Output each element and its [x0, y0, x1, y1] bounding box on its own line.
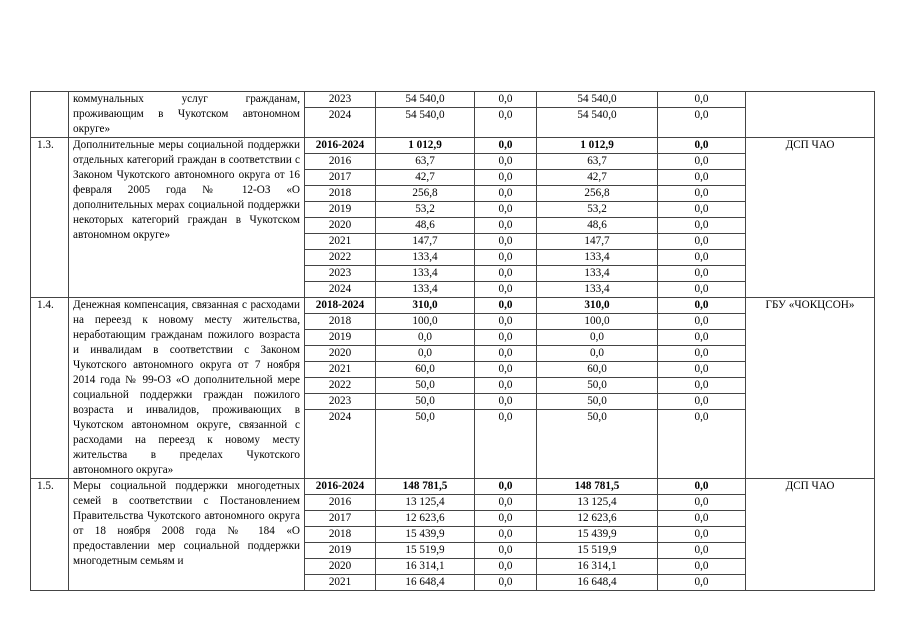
total-value: 133,4: [412, 283, 438, 295]
year-value: 2019: [305, 543, 375, 559]
other-value: 0,0: [658, 511, 745, 527]
regional-value: 256,8: [537, 186, 657, 202]
federal-value: 0,0: [475, 378, 536, 394]
year-value: 2020: [305, 218, 375, 234]
other-value: 0,0: [658, 543, 745, 559]
federal-column-cell: [475, 92, 537, 138]
federal-value: 0,0: [475, 559, 536, 575]
regional-value: 1 012,9: [537, 138, 657, 154]
measure-description: Меры социальной поддержки многодетных семей в соответствии с Постановлением Правительства Чукотского автономного округа от 18 ноября 2008 года № 184 «О предоставлении мер социальной поддержки многодетным семьям и: [69, 479, 305, 591]
total-value: 63,7: [376, 154, 474, 170]
year-value: 2019: [305, 202, 375, 218]
regional-column-cell: [537, 92, 658, 138]
federal-value: 0,0: [498, 109, 513, 121]
federal-value: 0,0: [498, 576, 513, 588]
regional-value: 63,7: [537, 154, 657, 170]
total-value: 147,7: [376, 234, 474, 250]
year-value: 2016: [305, 154, 375, 170]
federal-value: 0,0: [475, 234, 536, 250]
years-column-cell: [305, 298, 376, 479]
total-value: 1 012,9: [376, 138, 474, 154]
regional-value: 15 519,9: [537, 543, 657, 559]
year-value: 2022: [305, 250, 375, 266]
year-value: 2024: [328, 283, 352, 295]
federal-value: 0,0: [475, 362, 536, 378]
year-value: 2018: [305, 186, 375, 202]
regional-value: 53,2: [537, 202, 657, 218]
federal-value: 0,0: [475, 394, 536, 410]
other-value: 0,0: [658, 92, 745, 108]
other-value: 0,0: [694, 283, 709, 295]
row-number: 1.3.: [31, 138, 69, 298]
year-value: 2024: [328, 411, 352, 423]
total-column-cell: [376, 138, 475, 298]
regional-value: 54 540,0: [537, 92, 657, 108]
regional-value: 48,6: [537, 218, 657, 234]
total-value: 13 125,4: [376, 495, 474, 511]
other-column-cell: [658, 92, 746, 138]
table-row: [31, 92, 875, 138]
year-value: 2021: [305, 362, 375, 378]
year-value: 2022: [305, 378, 375, 394]
federal-value: 0,0: [498, 411, 513, 423]
total-value: 16 314,1: [376, 559, 474, 575]
regional-value: 12 623,6: [537, 511, 657, 527]
row-number: 1.5.: [31, 479, 69, 591]
other-value: 0,0: [658, 378, 745, 394]
year-value: 2023: [305, 266, 375, 282]
total-value: 50,0: [376, 394, 474, 410]
total-column-cell: [376, 479, 475, 591]
total-value: 54 540,0: [376, 92, 474, 108]
year-value: 2018: [305, 527, 375, 543]
total-column-cell: [376, 298, 475, 479]
year-value: 2018: [305, 314, 375, 330]
year-value: 2021: [305, 234, 375, 250]
total-value: 0,0: [376, 346, 474, 362]
row-number: [31, 92, 69, 138]
regional-column-cell: [537, 298, 658, 479]
total-value: 100,0: [376, 314, 474, 330]
federal-column-cell: [475, 298, 537, 479]
other-column-cell: [658, 479, 746, 591]
total-value: 48,6: [376, 218, 474, 234]
other-value: 0,0: [658, 234, 745, 250]
measure-description: Дополнительные меры социальной поддержки отдельных категорий граждан в соответствии с Законом Чукотского автономного округа от 16 февраля 2005 года № 12-ОЗ «О дополнительных мерах социальной поддержки некоторых категорий граждан в Чукотском автономном округе»: [69, 138, 305, 298]
total-value: 12 623,6: [376, 511, 474, 527]
regional-value: 0,0: [537, 346, 657, 362]
federal-value: 0,0: [475, 154, 536, 170]
total-value: 133,4: [376, 266, 474, 282]
total-value: 60,0: [376, 362, 474, 378]
year-value: 2017: [305, 170, 375, 186]
regional-value: 0,0: [537, 330, 657, 346]
total-value: 53,2: [376, 202, 474, 218]
responsible-executor: ГБУ «ЧОКЦСОН»: [746, 298, 875, 479]
total-value: 54 540,0: [405, 109, 445, 121]
regional-value: 60,0: [537, 362, 657, 378]
year-value: 2020: [305, 346, 375, 362]
year-value: 2017: [305, 511, 375, 527]
total-value: 50,0: [376, 378, 474, 394]
regional-value: 50,0: [537, 378, 657, 394]
total-value: 42,7: [376, 170, 474, 186]
total-value: 0,0: [376, 330, 474, 346]
other-column-cell: [658, 138, 746, 298]
other-value: 0,0: [694, 576, 709, 588]
total-value: 148 781,5: [376, 479, 474, 495]
other-value: 0,0: [658, 266, 745, 282]
regional-value: 100,0: [537, 314, 657, 330]
year-value: 2024: [328, 109, 352, 121]
other-value: 0,0: [658, 218, 745, 234]
responsible-executor: ДСП ЧАО: [746, 138, 875, 298]
other-value: 0,0: [658, 202, 745, 218]
year-value: 2018-2024: [305, 298, 375, 314]
regional-value: 133,4: [537, 266, 657, 282]
federal-value: 0,0: [475, 266, 536, 282]
regional-value: 133,4: [584, 283, 610, 295]
year-value: 2019: [305, 330, 375, 346]
federal-value: 0,0: [475, 138, 536, 154]
other-value: 0,0: [658, 346, 745, 362]
other-value: 0,0: [658, 495, 745, 511]
federal-value: 0,0: [475, 511, 536, 527]
federal-value: 0,0: [475, 527, 536, 543]
regional-value: 310,0: [537, 298, 657, 314]
regional-value: 147,7: [537, 234, 657, 250]
regional-column-cell: [537, 138, 658, 298]
row-number: 1.4.: [31, 298, 69, 479]
year-value: 2023: [305, 92, 375, 108]
federal-value: 0,0: [475, 346, 536, 362]
years-column-cell: [305, 92, 376, 138]
federal-value: 0,0: [475, 330, 536, 346]
responsible-executor: ДСП ЧАО: [746, 479, 875, 591]
other-value: 0,0: [658, 527, 745, 543]
regional-value: 50,0: [537, 394, 657, 410]
year-value: 2023: [305, 394, 375, 410]
other-column-cell: [658, 298, 746, 479]
regional-value: 148 781,5: [537, 479, 657, 495]
year-value: 2020: [305, 559, 375, 575]
federal-value: 0,0: [475, 202, 536, 218]
year-value: 2016-2024: [305, 138, 375, 154]
other-value: 0,0: [658, 138, 745, 154]
regional-value: 16 648,4: [577, 576, 617, 588]
federal-value: 0,0: [475, 250, 536, 266]
federal-value: 0,0: [475, 495, 536, 511]
regional-value: 16 314,1: [537, 559, 657, 575]
measure-description: коммунальных услуг гражданам, проживающим в Чукотском автономном округе»: [69, 92, 305, 138]
federal-value: 0,0: [475, 218, 536, 234]
total-value: 16 648,4: [405, 576, 445, 588]
measure-description: Денежная компенсация, связанная с расходами на переезд к новому месту жительства, неработающим гражданам пожилого возраста и инвалидам в соответствии с Законом Чукотского автономного округа от 7 ноября 2014 года № 99-ОЗ «О дополнительной мере социальной поддержки граждан пожилого возраста и инвалидов, проживающих в Чукотском автономном округе, связанной с расходами на переезд к новому месту жительства в пределах Чукотского автономного округа»: [69, 298, 305, 479]
years-column-cell: [305, 479, 376, 591]
regional-value: 15 439,9: [537, 527, 657, 543]
other-value: 0,0: [658, 330, 745, 346]
federal-value: 0,0: [498, 283, 513, 295]
regional-value: 50,0: [587, 411, 607, 423]
other-value: 0,0: [658, 394, 745, 410]
total-value: 310,0: [376, 298, 474, 314]
federal-column-cell: [475, 479, 537, 591]
year-value: 2016-2024: [305, 479, 375, 495]
regional-value: 133,4: [537, 250, 657, 266]
federal-value: 0,0: [475, 92, 536, 108]
federal-value: 0,0: [475, 543, 536, 559]
other-value: 0,0: [694, 411, 709, 423]
other-value: 0,0: [658, 362, 745, 378]
other-value: 0,0: [658, 186, 745, 202]
year-value: 2016: [305, 495, 375, 511]
other-value: 0,0: [658, 559, 745, 575]
regional-value: 54 540,0: [577, 109, 617, 121]
federal-column-cell: [475, 138, 537, 298]
responsible-executor: [746, 92, 875, 138]
federal-value: 0,0: [475, 479, 536, 495]
other-value: 0,0: [694, 109, 709, 121]
other-value: 0,0: [658, 298, 745, 314]
table-row: [31, 138, 875, 298]
federal-value: 0,0: [475, 314, 536, 330]
regional-value: 42,7: [537, 170, 657, 186]
other-value: 0,0: [658, 250, 745, 266]
other-value: 0,0: [658, 170, 745, 186]
total-value: 15 519,9: [376, 543, 474, 559]
total-value: 133,4: [376, 250, 474, 266]
other-value: 0,0: [658, 479, 745, 495]
total-value: 50,0: [415, 411, 435, 423]
federal-value: 0,0: [475, 170, 536, 186]
total-value: 256,8: [376, 186, 474, 202]
total-value: 15 439,9: [376, 527, 474, 543]
years-column-cell: [305, 138, 376, 298]
year-value: 2021: [328, 576, 352, 588]
table-row: [31, 479, 875, 591]
regional-column-cell: [537, 479, 658, 591]
other-value: 0,0: [658, 154, 745, 170]
federal-value: 0,0: [475, 186, 536, 202]
program-table: [30, 91, 875, 591]
federal-value: 0,0: [475, 298, 536, 314]
total-column-cell: [376, 92, 475, 138]
table-body: [31, 92, 875, 591]
other-value: 0,0: [658, 314, 745, 330]
regional-value: 13 125,4: [537, 495, 657, 511]
table-row: [31, 298, 875, 479]
